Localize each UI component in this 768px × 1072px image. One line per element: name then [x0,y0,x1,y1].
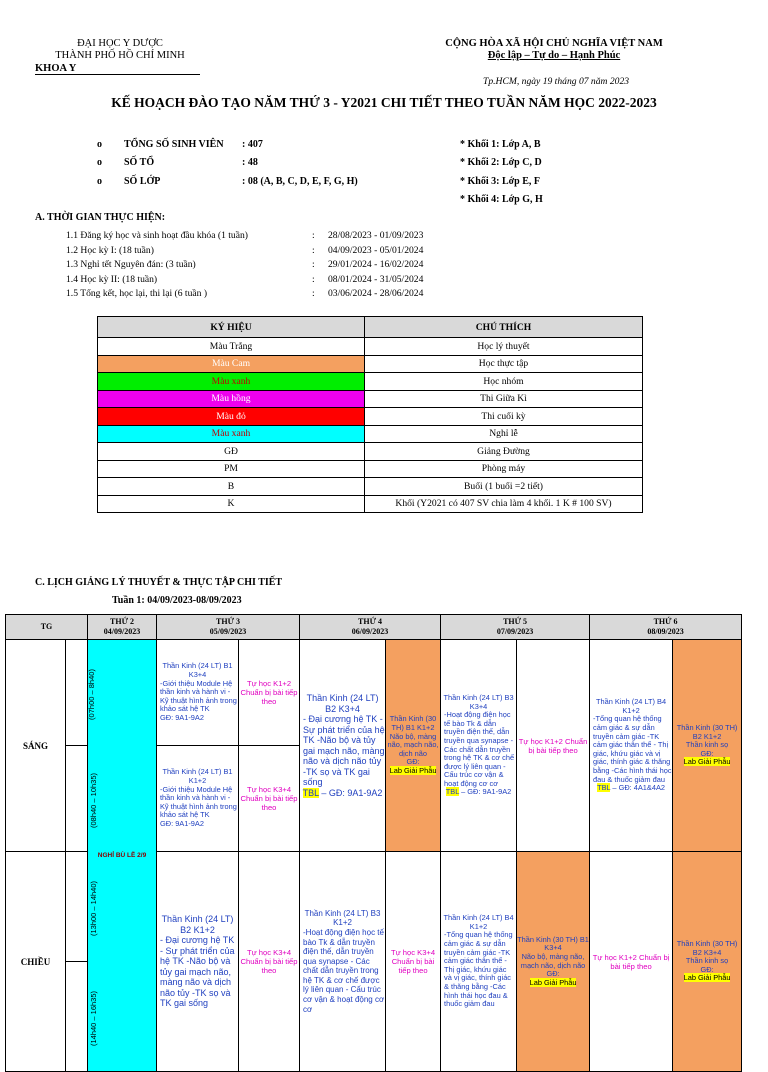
tue-morning-2 [157,746,239,852]
day-name: THỨ 5 [503,617,527,626]
lesson-head: Thần Kinh (24 LT) B1 K1+2 [162,767,233,786]
slot-3 [66,852,99,962]
lesson-body: -Giới thiệu Module Hệ thần kinh và hành vi -Kỹ thuật hình ảnh trong khảo sát hệ TK [160,784,237,820]
lab-room: GĐ: [546,969,560,979]
period-range: 04/09/2023 - 05/01/2024 [328,244,424,256]
lab-name: Lab Giải Phẫu [529,977,577,987]
lab-head: Thần Kinh (30 TH) B1 K1+2 [389,714,437,733]
fri-self-study-afternoon: Tự học K1+2 Chuẩn bị bài tiếp theo [590,852,673,1072]
motto: Độc lập – Tự do – Hạnh Phúc [487,50,621,61]
lab-name: Lab Giải Phẫu [389,765,437,775]
legend-row [98,478,643,496]
lab-head: Thần Kinh (30 TH) B2 K1+2 [676,723,738,741]
period-label: 1.2 Học kỳ I: (18 tuần) [66,244,154,256]
legend-note: Buổi (1 buổi =2 tiết) [365,478,643,496]
slot-2-label: (08h40 – 10h35) [89,772,99,828]
summary-bullet-3: o [97,176,102,187]
session-afternoon: CHIỀU [6,852,66,1072]
legend-row [98,373,643,391]
legend-note: Khối (Y2021 có 407 SV chia làm 4 khối. 1 K # 100 SV) [365,495,643,513]
legend-note: Học lý thuyết [365,338,643,356]
legend-row [98,460,643,478]
day-date: 04/09/2023 [103,627,141,636]
period-label: 1.3 Nghỉ tết Nguyên đán: (3 tuần) [66,259,196,270]
legend-symbol: Màu Cam [98,355,365,373]
lesson-room: – GĐ: 9A1-9A2 [318,787,383,798]
day-header-mon [88,615,157,640]
section-a-labels [66,229,248,302]
legend-symbol: Màu xanh [98,425,365,443]
lesson-body: -Tổng quan hệ thống cảm giác & sự dẫn truyền cảm giác -TK cảm giác thân thể - Thị giác, khứu giác và vị giác, thính giác & thăng bằng -Các hình thái học đau & thuốc giảm đau [593,714,672,784]
wed-lab-morning [386,640,441,852]
legend-header-note: CHÚ THÍCH [365,317,643,338]
legend-symbol: K [98,495,365,513]
fri-lab-morning [673,640,742,852]
legend-row [98,408,643,426]
lesson-head: Thần Kinh (24 LT) B4 K1+2 [595,697,667,715]
lesson-head: Thần Kinh (24 LT) B4 K1+2 [443,913,514,931]
summary-value-classes: : 08 (A, B, C, D, E, F, G, H) [242,176,358,187]
lab-head: Thần Kinh (30 TH) B2 K3+4 [676,939,738,957]
legend-symbol: B [98,478,365,496]
tue-self-study-1: Tự học K1+2 Chuẩn bị bài tiếp theo [239,640,300,746]
lab-body: Não bộ, màng não, mạch não, dịch não [387,731,439,758]
thu-afternoon [441,852,517,1072]
period-range: 03/06/2024 - 28/06/2024 [328,288,424,299]
tg-header: TG [6,615,88,640]
lesson-head: Thần Kinh (24 LT) B2 K3+4 [306,693,379,714]
lab-body: Thần kinh sọ [685,956,729,966]
group-3: * Khối 3: Lớp E, F [460,176,540,187]
legend-row [98,338,643,356]
period-sep: : [312,230,315,241]
week-label: Tuần 1: 04/09/2023-08/09/2023 [112,595,242,606]
university-line1: ĐẠI HỌC Y DƯỢC [77,38,163,49]
group-1: * Khối 1: Lớp A, B [460,139,541,150]
legend-symbol: Màu xanh [98,373,365,391]
lesson-head: Thần Kinh (24 LT) B3 K1+2 [304,908,381,928]
slot-4-label: (14h40 – 16h35) [89,990,99,1046]
legend-note: Nghỉ lễ [365,425,643,443]
legend-note: Thi Giữa Kì [365,390,643,408]
summary-value-groups: : 48 [242,157,258,168]
wed-afternoon [300,852,386,1072]
summary-bullet-2: o [97,157,102,168]
legend-table [97,316,643,513]
thu-lab-afternoon [517,852,590,1072]
summary-label-classes: SỐ LỚP [124,176,161,187]
day-name: THỨ 4 [358,617,382,626]
slot-3-label: (13h00 – 14h40) [89,880,99,936]
legend-note: Thi cuối kỳ [365,408,643,426]
lesson-room: GĐ: 9A1-9A2 [160,818,204,828]
legend-row [98,390,643,408]
university-line2: THÀNH PHỐ HỒ CHÍ MINH [55,50,185,61]
legend-row [98,355,643,373]
tue-self-study-afternoon: Tự học K3+4 Chuẩn bị bài tiếp theo [239,852,300,1072]
page-title: KẾ HOẠCH ĐÀO TẠO NĂM THỨ 3 - Y2021 CHI TIẾT THEO TUẦN NĂM HỌC 2022-2023 [111,95,657,110]
day-header-tue [157,615,300,640]
country-name: CỘNG HÒA XÃ HỘI CHỦ NGHĨA VIỆT NAM [445,38,663,49]
lesson-room: GĐ: 9A1-9A2 [160,712,204,722]
legend-note: Học nhóm [365,373,643,391]
lab-room: GĐ: [700,964,714,974]
lesson-room: – GĐ: 9A1-9A2 [459,787,512,797]
period-range: 08/01/2024 - 31/05/2024 [328,273,424,285]
slot-2 [66,746,99,852]
lesson-room: – GĐ: 4A1&4A2 [610,783,665,793]
section-c-title: C. LỊCH GIẢNG LÝ THUYẾT & THỰC TẬP CHI TIẾT [35,577,283,588]
legend-symbol: Màu hồng [98,390,365,408]
day-name: THỨ 3 [216,617,240,626]
faculty-underline [35,74,200,75]
legend-row [98,443,643,461]
tue-self-study-2: Tự học K3+4 Chuẩn bị bài tiếp theo [239,746,300,852]
period-sep: : [312,288,315,299]
university-name [40,38,200,62]
day-header-thu [441,615,590,640]
fri-lab-afternoon [673,852,742,1072]
tue-morning-1 [157,640,239,746]
slot-1 [66,640,96,746]
period-sep: : [312,273,315,285]
tbl-tag: TBL [302,787,319,798]
thu-self-study: Tự học K1+2 Chuẩn bị bài tiếp theo [517,640,590,852]
group-2: * Khối 2: Lớp C, D [460,157,542,168]
legend-note: Giảng Đường [365,443,643,461]
lesson-body: -Hoạt động điện học tế bào Tk & dẫn truyền điện thế, dẫn truyền qua synapse - Các chất dẫn truyền trong hệ TK & cơ chế được lý liên quan - Cấu trúc cơ vận & hoạt động cơ cơ [303,927,385,1014]
legend-row [98,425,643,443]
legend-symbol: GĐ [98,443,365,461]
legend-symbol: Màu Trắng [98,338,365,356]
day-name: THỨ 2 [110,617,134,626]
period-label: 1.1 Đăng ký học và sinh hoạt đầu khóa (1 tuần) [66,230,248,241]
schedule-table [5,614,742,1072]
day-date: 06/09/2023 [351,627,389,636]
thu-morning [441,640,517,852]
slot-1-label: (07h00 – 8h40) [86,668,96,720]
period-label: 1.5 Tổng kết, học lại, thi lại (6 tuần ) [66,288,208,299]
session-morning: SÁNG [6,640,66,852]
legend-note: Phòng máy [365,460,643,478]
lab-room: GĐ: [406,757,420,767]
period-sep: : [312,244,315,256]
period-sep: : [312,259,315,270]
section-a-ranges [328,229,423,302]
faculty-name: KHOA Y [35,63,77,74]
lesson-body: -Giới thiệu Module Hệ thần kinh và hành vi -Kỹ thuật hình ảnh trong khảo sát hệ TK [160,678,237,714]
summary-bullet-1: o [97,139,102,150]
section-a-title: A. THỜI GIAN THỰC HIỆN: [35,212,166,223]
lesson-body: -Hoạt động điện học tế bào Tk & dẫn truyền điện thế, dẫn truyền qua synapse - Các chất dẫn truyền trong hệ TK & cơ chế được lý liên quan - Cấu trúc cơ vận & hoạt động cơ cơ [444,710,515,788]
day-header-wed [300,615,441,640]
lab-name: Lab Giải Phẫu [683,757,731,767]
day-name: THỨ 6 [653,617,678,626]
summary-label-groups: SỐ TỔ [124,157,155,168]
slot-4 [66,962,99,1072]
legend-symbol: PM [98,460,365,478]
lesson-body: - Đại cương hệ TK - Sự phát triển của hệ TK -Não bộ và tủy gai mạch não, màng não và dịch não tủy -TK sọ và TK gai sống [160,935,235,1009]
day-date: 07/09/2023 [496,627,534,636]
lab-body: Não bộ, màng não, mạch não, dịch não [520,951,586,970]
wed-self-study-afternoon: Tự học K3+4 Chuẩn bị bài tiếp theo [386,852,441,1072]
wed-morning [300,640,386,852]
fri-morning [590,640,673,852]
period-label: 1.4 Học kỳ II: (18 tuần) [66,273,158,285]
tue-afternoon [157,852,239,1072]
lesson-body: - Đại cương hệ TK - Sự phát triển của hệ TK -Não bộ và tủy gai mạch não, màng não và dịch não tủy -TK sọ và TK gai sống [303,714,385,787]
lesson-head: Thần Kinh (24 LT) B3 K3+4 [443,692,514,711]
legend-header-symbol: KÝ HIỆU [98,317,365,338]
group-4: * Khối 4: Lớp G, H [460,194,543,205]
period-range: 29/01/2024 - 16/02/2024 [328,259,424,270]
legend-row [98,495,643,513]
lab-head: Thần Kinh (30 TH) B1 K3+4 [517,934,589,953]
day-date: 05/09/2023 [209,627,247,636]
section-a-separators [312,229,315,302]
lab-name: Lab Giải Phẫu [683,973,731,983]
lesson-head: Thần Kinh (24 LT) B2 K1+2 [161,914,234,935]
tbl-tag: TBL [445,787,460,797]
legend-symbol: Màu đỏ [98,408,365,426]
document-date: Tp.HCM, ngày 19 tháng 07 năm 2023 [483,76,630,87]
lab-body: Thần kinh sọ [685,740,729,750]
legend-note: Học thực tập [365,355,643,373]
period-range: 28/08/2023 - 01/09/2023 [328,230,424,241]
day-header-fri [590,615,742,640]
summary-value-students: : 407 [242,139,263,150]
summary-label-students: TỔNG SỐ SINH VIÊN [124,139,224,150]
holiday-label: NGHỈ BÙ LỄ 2/9 [97,851,147,859]
lab-room: GĐ: [700,748,714,758]
day-date: 08/09/2023 [647,627,684,636]
lesson-head: Thần Kinh (24 LT) B1 K3+4 [162,661,233,680]
lesson-body: -Tổng quan hệ thống cảm giác & sự dẫn truyền cảm giác -TK cảm giác thân thể - Thị giác, khứu giác và vị giác, thính giác & thăng bằng -Các hình thái học đau & thuốc giảm đau [444,930,513,1009]
tbl-tag: TBL [597,783,611,793]
